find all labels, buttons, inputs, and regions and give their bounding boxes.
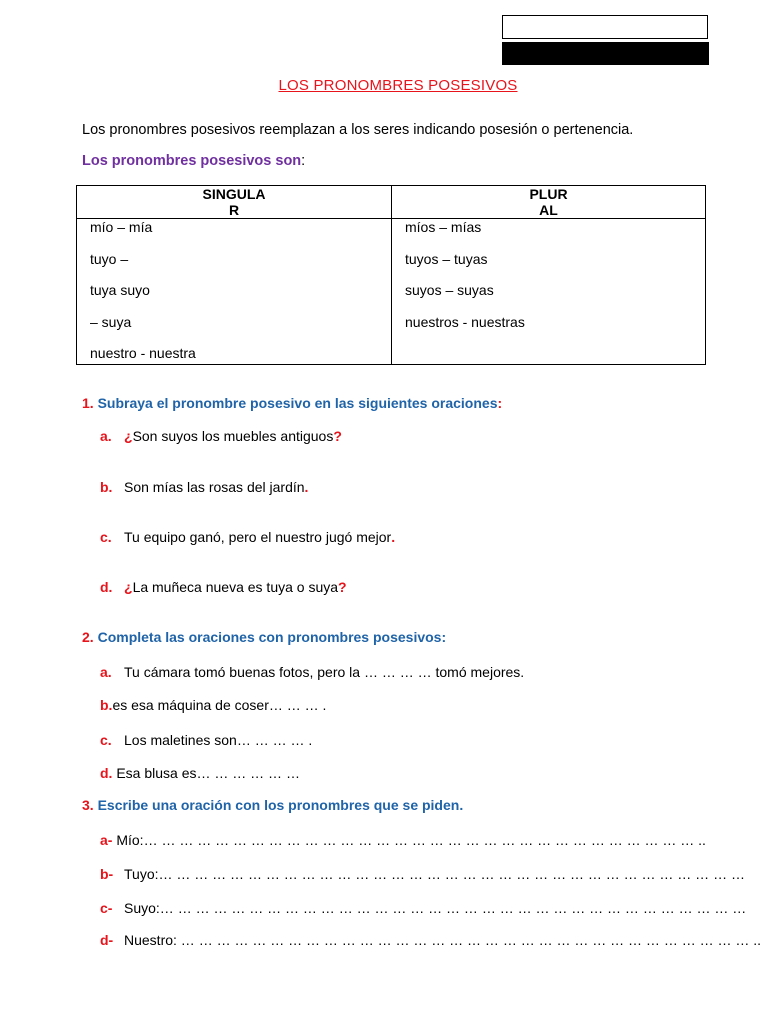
section2-item-a: a. Tu cámara tomó buenas fotos, pero la … … … … tomó mejores. bbox=[100, 664, 525, 680]
section2-heading: 2. Completa las oraciones con pronombres posesivos: bbox=[82, 629, 447, 645]
subheading-text: Los pronombres posesivos son bbox=[82, 153, 302, 169]
section1-item-a: a. ¿Son suyos los muebles antiguos? bbox=[100, 428, 342, 444]
singular-item: tuya suyo bbox=[90, 282, 150, 298]
table-subheading bbox=[82, 153, 305, 169]
plural-item: nuestros - nuestras bbox=[405, 313, 525, 330]
section1-item-c: c. Tu equipo ganó, pero el nuestro jugó mejor. bbox=[100, 529, 396, 545]
section2-item-b: b.es esa máquina de coser… … … . bbox=[100, 697, 327, 713]
section2-item-d: d. Esa blusa es… … … … … … bbox=[100, 765, 300, 781]
plural-item: suyos – suyas bbox=[405, 282, 494, 298]
singular-item: nuestro - nuestra bbox=[90, 345, 196, 361]
section2-item-c: c. Los maletines son… … … … . bbox=[100, 732, 313, 748]
plural-item: tuyos – tuyas bbox=[405, 250, 488, 267]
singular-column bbox=[77, 219, 392, 365]
singular-item: – suya bbox=[90, 313, 132, 330]
plural-column bbox=[392, 219, 706, 365]
pronouns-table bbox=[76, 185, 706, 365]
section3-item-b: b- Tuyo:… … … … … … … … … … … … … … … … … … … … … … … … … … … … … … … … … bbox=[100, 866, 745, 882]
plural-item: míos – mías bbox=[405, 219, 482, 235]
section3-heading: 3. Escribe una oración con los pronombres que se piden. bbox=[82, 797, 464, 813]
plural-header: PLUR AL bbox=[392, 186, 706, 219]
intro-paragraph: Los pronombres posesivos reemplazan a los seres indicando posesión o pertenencia. bbox=[82, 122, 634, 138]
header-black-bar bbox=[502, 42, 709, 65]
singular-item: mío – mía bbox=[90, 219, 153, 235]
singular-header: SINGULA R bbox=[77, 186, 392, 219]
section1-item-b: b. Son mías las rosas del jardín. bbox=[100, 479, 309, 495]
section3-item-d: d- Nuestro: … … … … … … … … … … … … … … … … … … … … … … … … … … … … … … … … .. bbox=[100, 932, 762, 948]
section1-item-d: d. ¿La muñeca nueva es tuya o suya? bbox=[100, 579, 347, 595]
section3-item-a: a- Mío:… … … … … … … … … … … … … … … … … … … … … … … … … … … … … … … .. bbox=[100, 832, 706, 848]
subheading-colon: : bbox=[301, 153, 306, 169]
singular-item: tuyo – bbox=[90, 250, 129, 267]
header-blank-box bbox=[502, 15, 708, 39]
section1-heading: 1. Subraya el pronombre posesivo en las siguientes oraciones: bbox=[82, 395, 503, 411]
page-title: LOS PRONOMBRES POSESIVOS bbox=[278, 77, 518, 94]
section3-item-c: c- Suyo:… … … … … … … … … … … … … … … … … … … … … … … … … … … … … … … … … bbox=[100, 900, 747, 916]
